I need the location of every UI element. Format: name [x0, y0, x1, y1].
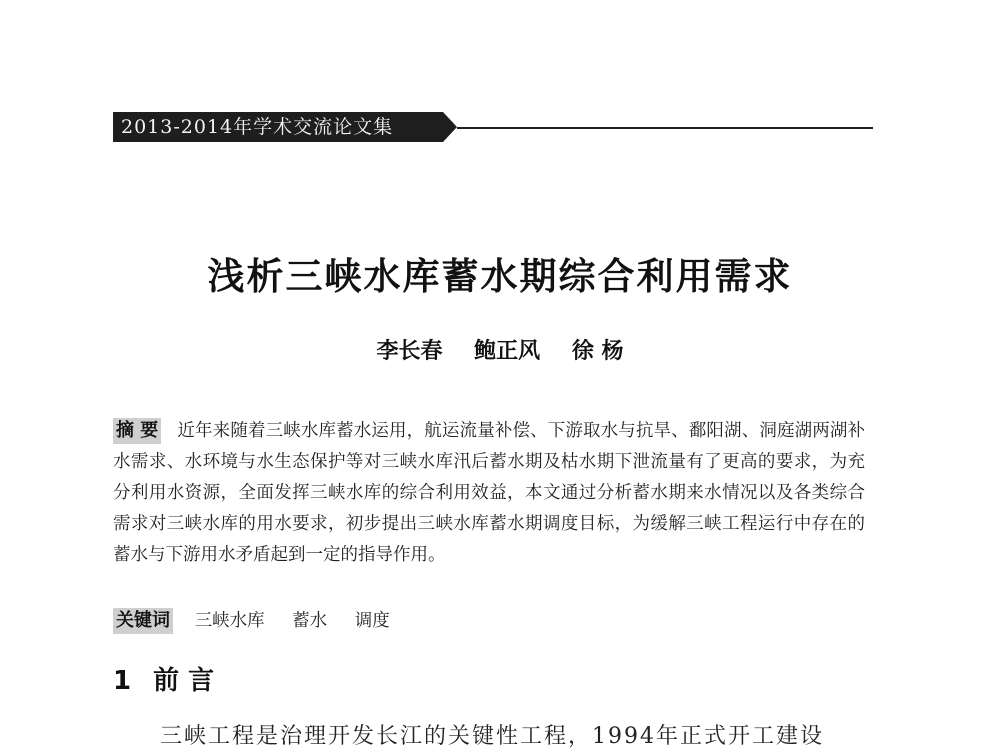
author-1: 李长春	[376, 339, 443, 364]
body-text-cutoff	[160, 722, 880, 749]
section-heading	[113, 660, 214, 697]
section-title: 前 言	[153, 666, 215, 696]
keywords-label: 关键词	[113, 608, 173, 634]
body-first-line: 三峡工程是治理开发长江的关键性工程，1994年正式开工建设	[160, 724, 824, 749]
section-number: 1	[113, 666, 132, 696]
keyword-2: 蓄水	[292, 611, 328, 631]
series-title: 2013-2014年学术交流论文集	[113, 112, 443, 142]
author-list	[0, 334, 1000, 365]
header-arrow-decoration	[443, 112, 457, 142]
header-rule	[457, 127, 873, 129]
keyword-3: 调度	[354, 611, 390, 631]
keyword-1: 三峡水库	[194, 611, 265, 631]
author-2: 鲍正风	[474, 339, 541, 364]
paper-title: 浅析三峡水库蓄水期综合利用需求	[207, 255, 793, 298]
abstract-text: 近年来随着三峡水库蓄水运用，航运流量补偿、下游取水与抗旱、鄱阳湖、洞庭湖两湖补水需求、水环境与水生态保护等对三峡水库汛后蓄水期及枯水期下泄流量有了更高的要求，为充分利用水资源，全面发挥三峡水库的综合利用效益，本文通过分析蓄水期来水情况以及各类综合需求对三峡水库的用水要求，初步提出三峡水库蓄水期调度目标，为缓解三峡工程运行中存在的蓄水与下游用水矛盾起到一定的指导作用。	[113, 421, 865, 565]
series-header	[113, 112, 873, 142]
abstract	[113, 416, 865, 571]
author-3: 徐 杨	[571, 339, 624, 364]
abstract-label: 摘 要	[113, 418, 161, 444]
keywords	[113, 606, 865, 637]
